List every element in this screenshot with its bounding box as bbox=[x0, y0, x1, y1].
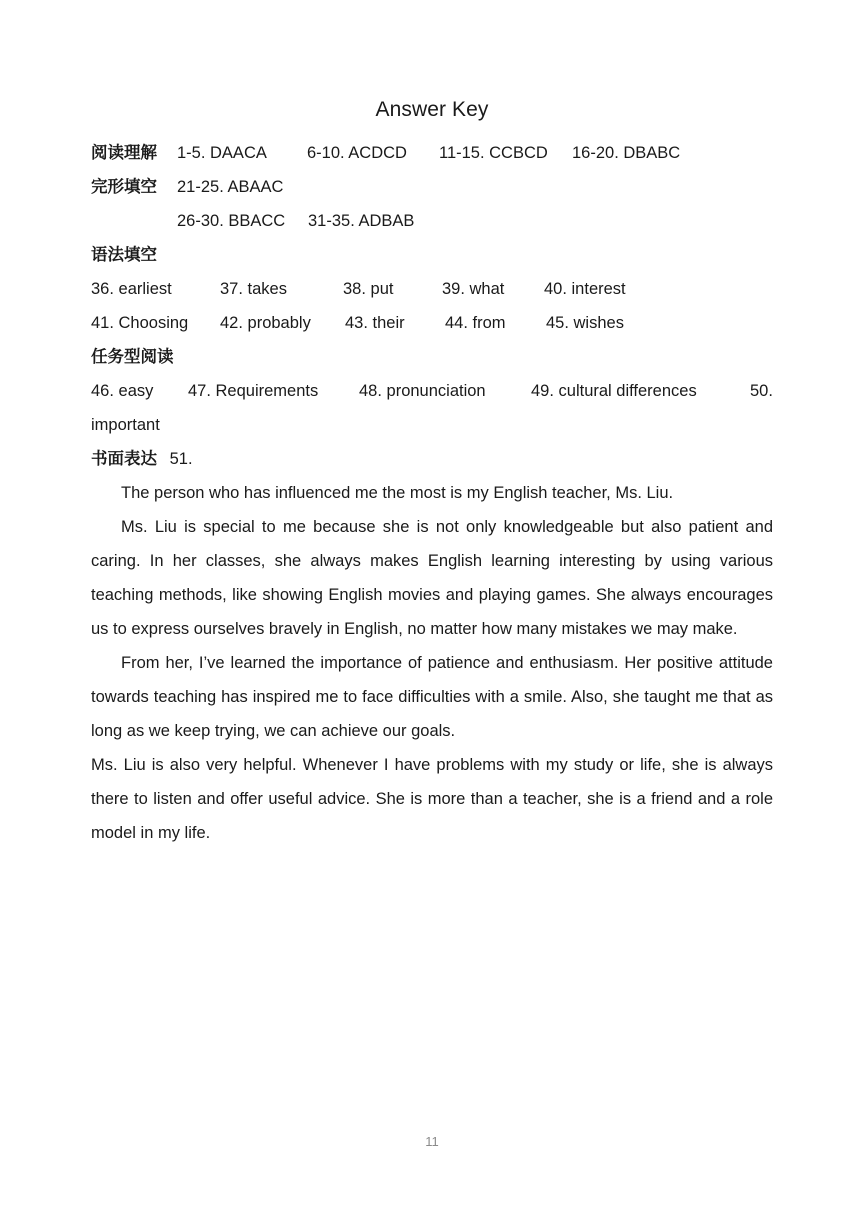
writing-number: 51. bbox=[169, 450, 193, 468]
reading-label: 阅读理解 bbox=[91, 144, 157, 162]
grammar-label: 语法填空 bbox=[91, 246, 157, 264]
cloze-section bbox=[91, 170, 284, 204]
cloze-label: 完形填空 bbox=[91, 178, 157, 196]
writing-label-row bbox=[91, 442, 193, 476]
essay-paragraph-3: From her, I’ve learned the importance of patience and enthusiasm. Her positive attitude towards teaching has inspired me to face difficulties with a smile. Also, she taught me that as long as we keep trying, we can achieve our goals. bbox=[91, 654, 773, 740]
task-answer-46: 46. easy bbox=[91, 382, 154, 400]
essay-paragraph-4: Ms. Liu is also very helpful. Whenever I have problems with my study or life, she is always there to listen and offer useful advice. She is more than a teacher, she is a friend and a role model in my life. bbox=[91, 756, 773, 842]
page-number: 11 bbox=[425, 1134, 439, 1149]
grammar-answer-37: 37. takes bbox=[220, 280, 287, 298]
cloze-answer-2: 26-30. BBACC bbox=[177, 212, 286, 230]
grammar-answer-44: 44. from bbox=[445, 314, 506, 332]
task-answer-49: 49. cultural differences bbox=[531, 382, 697, 400]
grammar-answer-43: 43. their bbox=[345, 314, 405, 332]
task-reading-label-row bbox=[91, 340, 174, 374]
task-answer-50-number: 50. bbox=[750, 382, 773, 400]
grammar-answer-41: 41. Choosing bbox=[91, 314, 189, 332]
reading-section bbox=[91, 136, 681, 170]
essay-paragraph-2: Ms. Liu is special to me because she is not only knowledgeable but also patient and caring. In her classes, she always makes English learning interesting by using various teaching methods, like showing English movies and playing games. She always encourages us to express ourselves bravely in English, no matter how many mistakes we may make. bbox=[91, 518, 773, 638]
task-reading-label: 任务型阅读 bbox=[91, 348, 174, 366]
page-title: Answer Key bbox=[375, 98, 489, 121]
grammar-answer-39: 39. what bbox=[442, 280, 505, 298]
task-reading-answers-row-2 bbox=[91, 408, 160, 442]
reading-answer-2: 6-10. ACDCD bbox=[307, 144, 407, 162]
task-answer-50-text: important bbox=[91, 416, 160, 434]
grammar-answer-42: 42. probably bbox=[220, 314, 311, 332]
essay-paragraph-1: The person who has influenced me the most is my English teacher, Ms. Liu. bbox=[121, 484, 674, 502]
writing-essay bbox=[91, 476, 773, 850]
grammar-label-row bbox=[91, 238, 157, 272]
reading-answer-3: 11-15. CCBCD bbox=[439, 144, 548, 162]
grammar-answer-40: 40. interest bbox=[544, 280, 626, 298]
cloze-answer-1: 21-25. ABAAC bbox=[177, 178, 284, 196]
cloze-answer-3: 31-35. ADBAB bbox=[308, 212, 415, 230]
writing-label: 书面表达 bbox=[91, 450, 157, 468]
task-answer-47: 47. Requirements bbox=[188, 382, 319, 400]
reading-answer-1: 1-5. DAACA bbox=[177, 144, 267, 162]
reading-answer-4: 16-20. DBABC bbox=[572, 144, 681, 162]
grammar-answer-36: 36. earliest bbox=[91, 280, 172, 298]
grammar-answer-45: 45. wishes bbox=[546, 314, 624, 332]
task-answer-48: 48. pronunciation bbox=[359, 382, 486, 400]
grammar-answer-38: 38. put bbox=[343, 280, 394, 298]
